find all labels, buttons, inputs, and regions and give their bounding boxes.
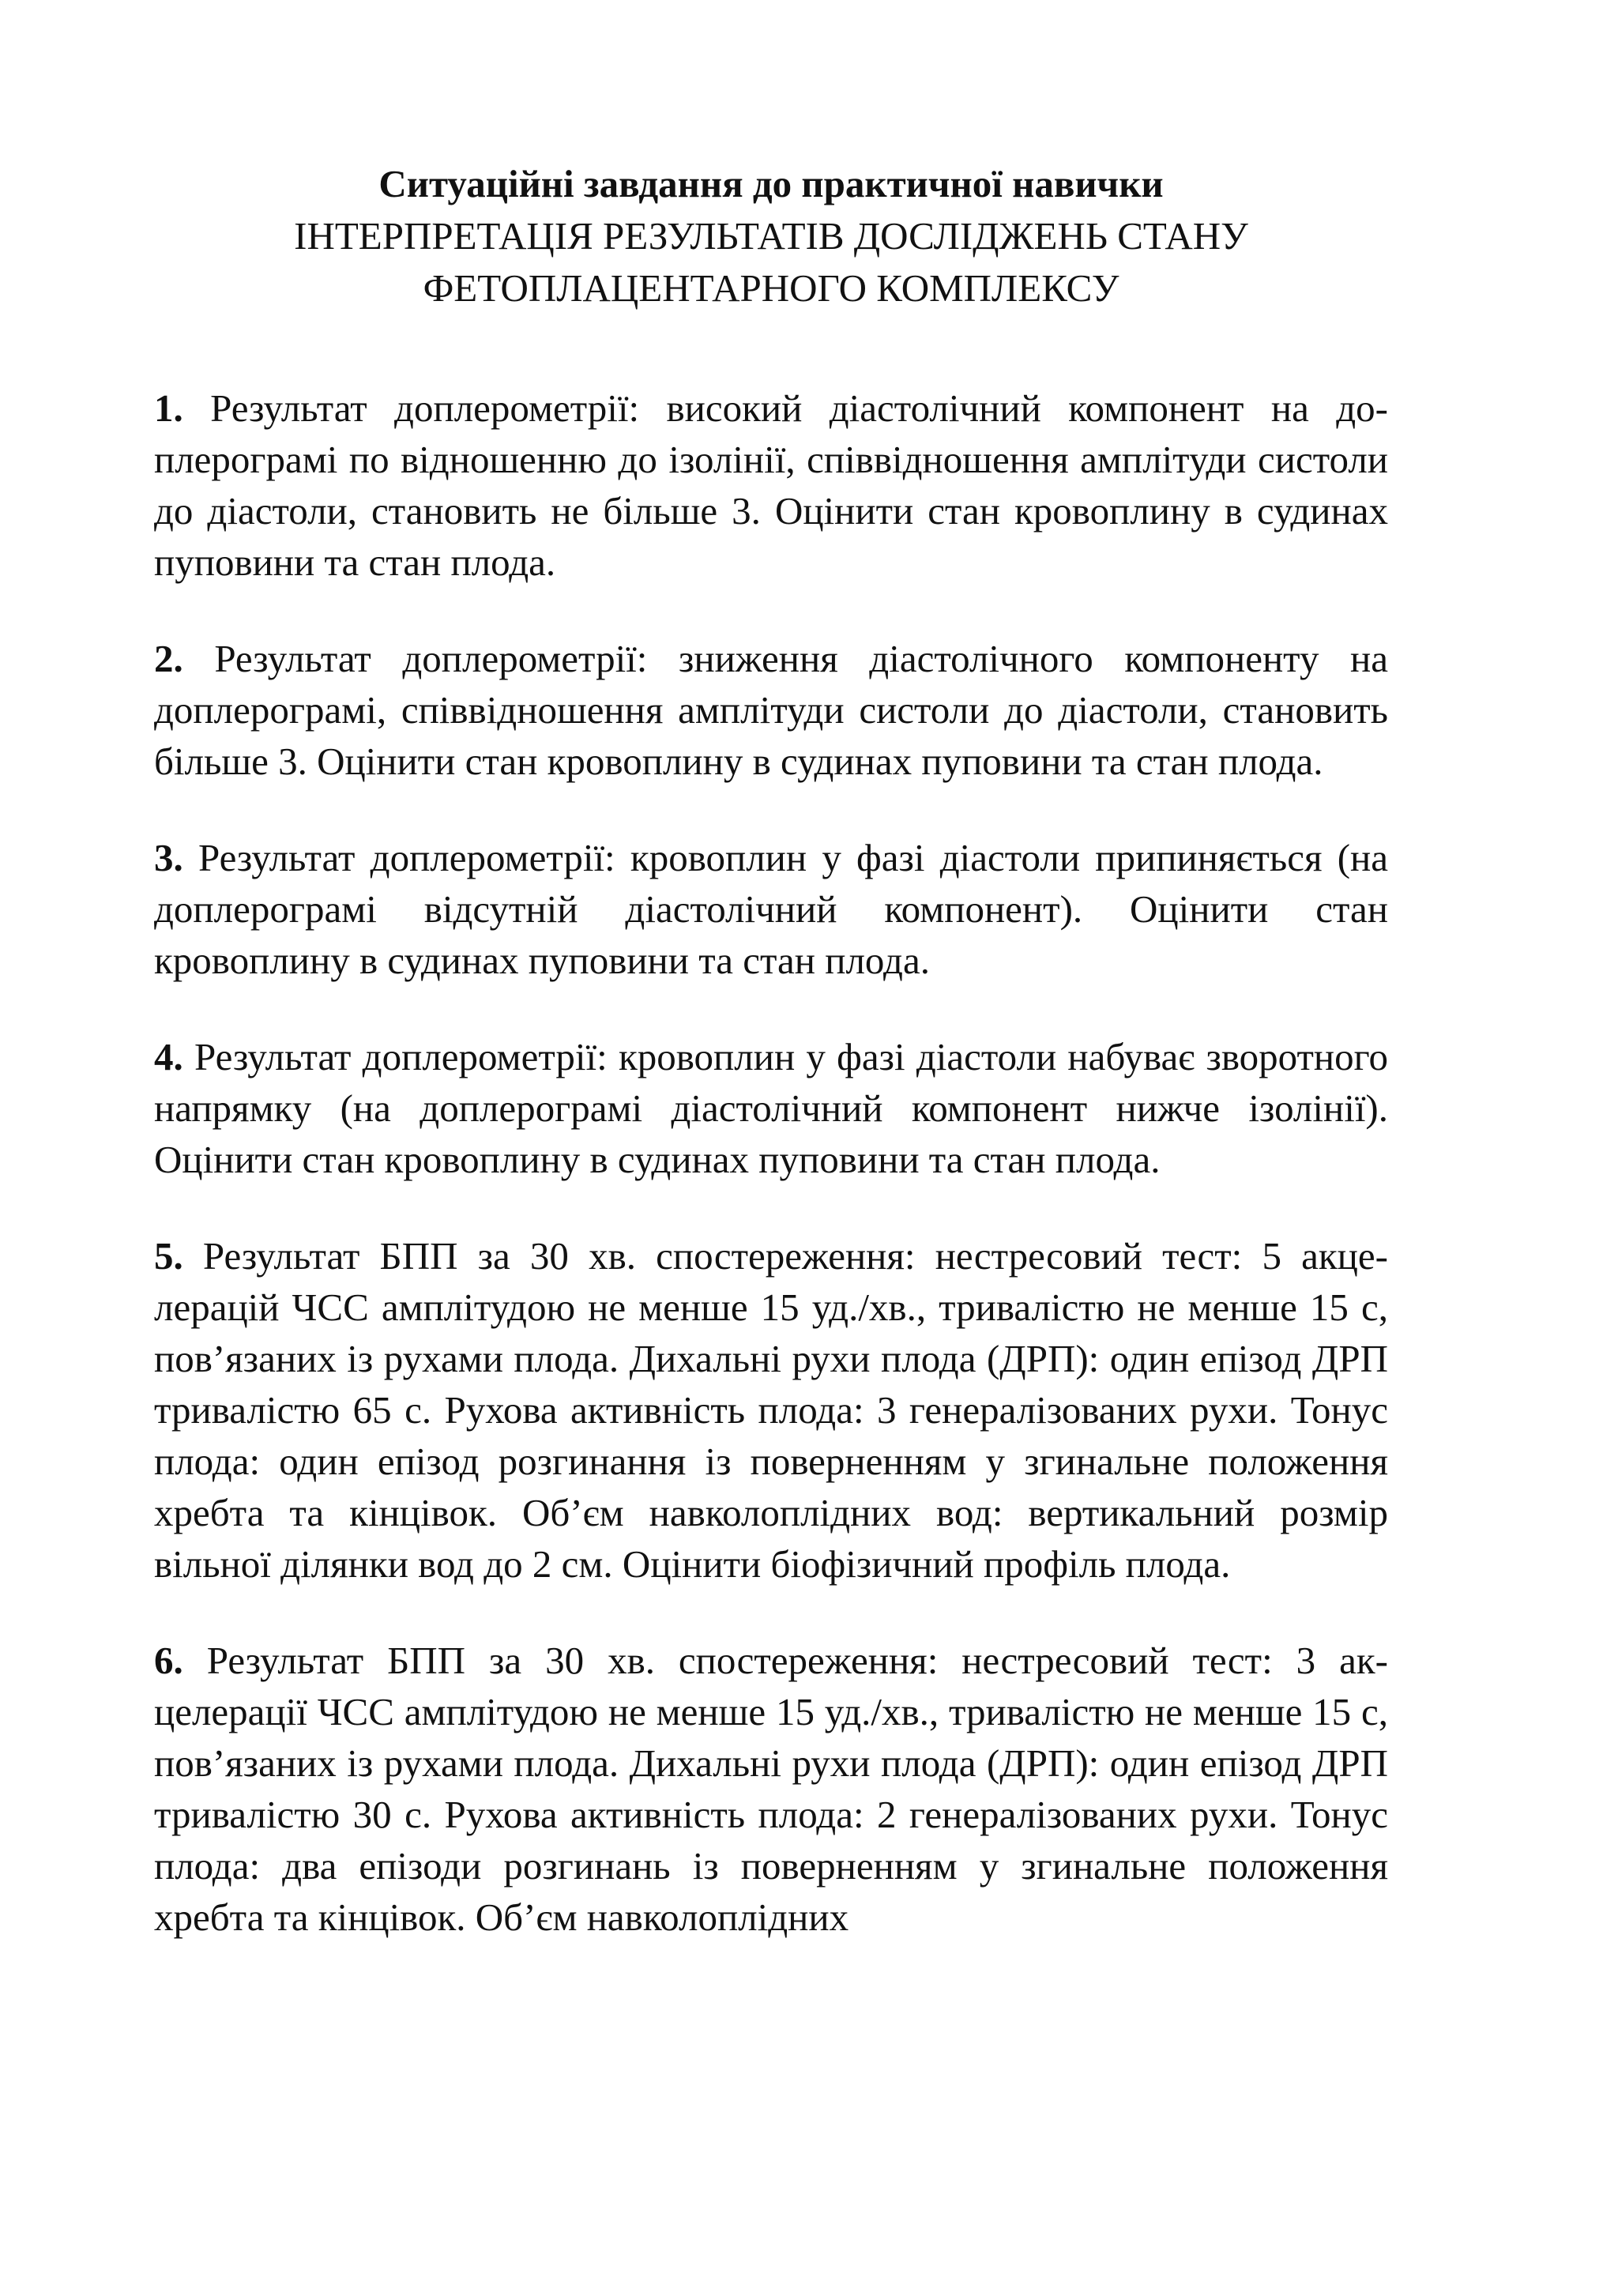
task-text: Результат доплерометрії: високий діастолічний компонент на доплерограмі по відношенню до ізолінії, співвідношення амплітуди систоли до діастоли, становить не більше 3. Оцінити стан кровоплину в судинах пуповини та стан плода. — [154, 386, 1388, 584]
task-item — [154, 1031, 1388, 1185]
task-list — [154, 382, 1388, 1943]
task-text: Результат БПП за 30 хв. спостереження: нестресовий тест: 5 акцелерацій ЧСС амплітудою не менше 15 уд./хв., тривалістю не менше 15 с, пов’язаних із рухами плода. Дихальні рухи плода (ДРП): один епізод ДРП тривалістю 65 с. Рухова активність плода: 3 генералізованих рухи. Тонус плода: один епізод розгинання із поверненням у згинальне положення хребта та кінцівок. Об’єм навколоплідних вод: вертикальний розмір вільної ділянки вод до 2 см. Оцінити біофізичний профіль плода. — [154, 1234, 1388, 1586]
task-item — [154, 832, 1388, 986]
document-subtitle-line-2: ФЕТОПЛАЦЕНТАРНОГО КОМПЛЕКСУ — [423, 266, 1119, 310]
task-text: Результат доплерометрії: кровоплин у фазі діастоли припиняється (на доплерограмі відсутній діастолічний компонент). Оцінити стан кровоплину в судинах пуповини та стан плода. — [154, 836, 1388, 982]
task-text: Результат доплерометрії: кровоплин у фазі діастоли набуває зворотного напрямку (на доплерограмі діастолічний компонент нижче ізолінії). Оцінити стан кровоплину в судинах пуповини та стан плода. — [154, 1035, 1388, 1181]
task-item — [154, 1230, 1388, 1590]
document-header — [154, 158, 1388, 314]
task-number: 2. — [154, 637, 183, 680]
task-item — [154, 382, 1388, 588]
task-number: 6. — [154, 1639, 183, 1682]
task-item — [154, 633, 1388, 787]
task-number: 5. — [154, 1234, 183, 1278]
task-text: Результат БПП за 30 хв. спостереження: нестресовий тест: 3 акцелерації ЧСС амплітудою не менше 15 уд./хв., тривалістю не менше 15 с, пов’язаних із рухами плода. Дихальні рухи плода (ДРП): один епізод ДРП тривалістю 30 с. Рухова активність плода: 2 генералізованих рухи. Тонус плода: два епізоди розгинань із поверненням у згинальне положення хребта та кінцівок. Об’єм навколоплідних — [154, 1639, 1388, 1939]
task-text: Результат доплерометрії: зниження діастолічного компоненту на доплерограмі, співвідношення амплітуди систоли до діастоли, становить більше 3. Оцінити стан кровоплину в судинах пуповини та стан плода. — [154, 637, 1388, 783]
task-item — [154, 1635, 1388, 1943]
document-title: Ситуаційні завдання до практичної навички — [378, 162, 1164, 205]
task-number: 1. — [154, 386, 183, 430]
task-number: 4. — [154, 1035, 183, 1078]
document-page — [154, 158, 1388, 1988]
document-subtitle-line-1: ІНТЕРПРЕТАЦІЯ РЕЗУЛЬТАТІВ ДОСЛІДЖЕНЬ СТАНУ — [294, 214, 1248, 258]
task-number: 3. — [154, 836, 183, 879]
